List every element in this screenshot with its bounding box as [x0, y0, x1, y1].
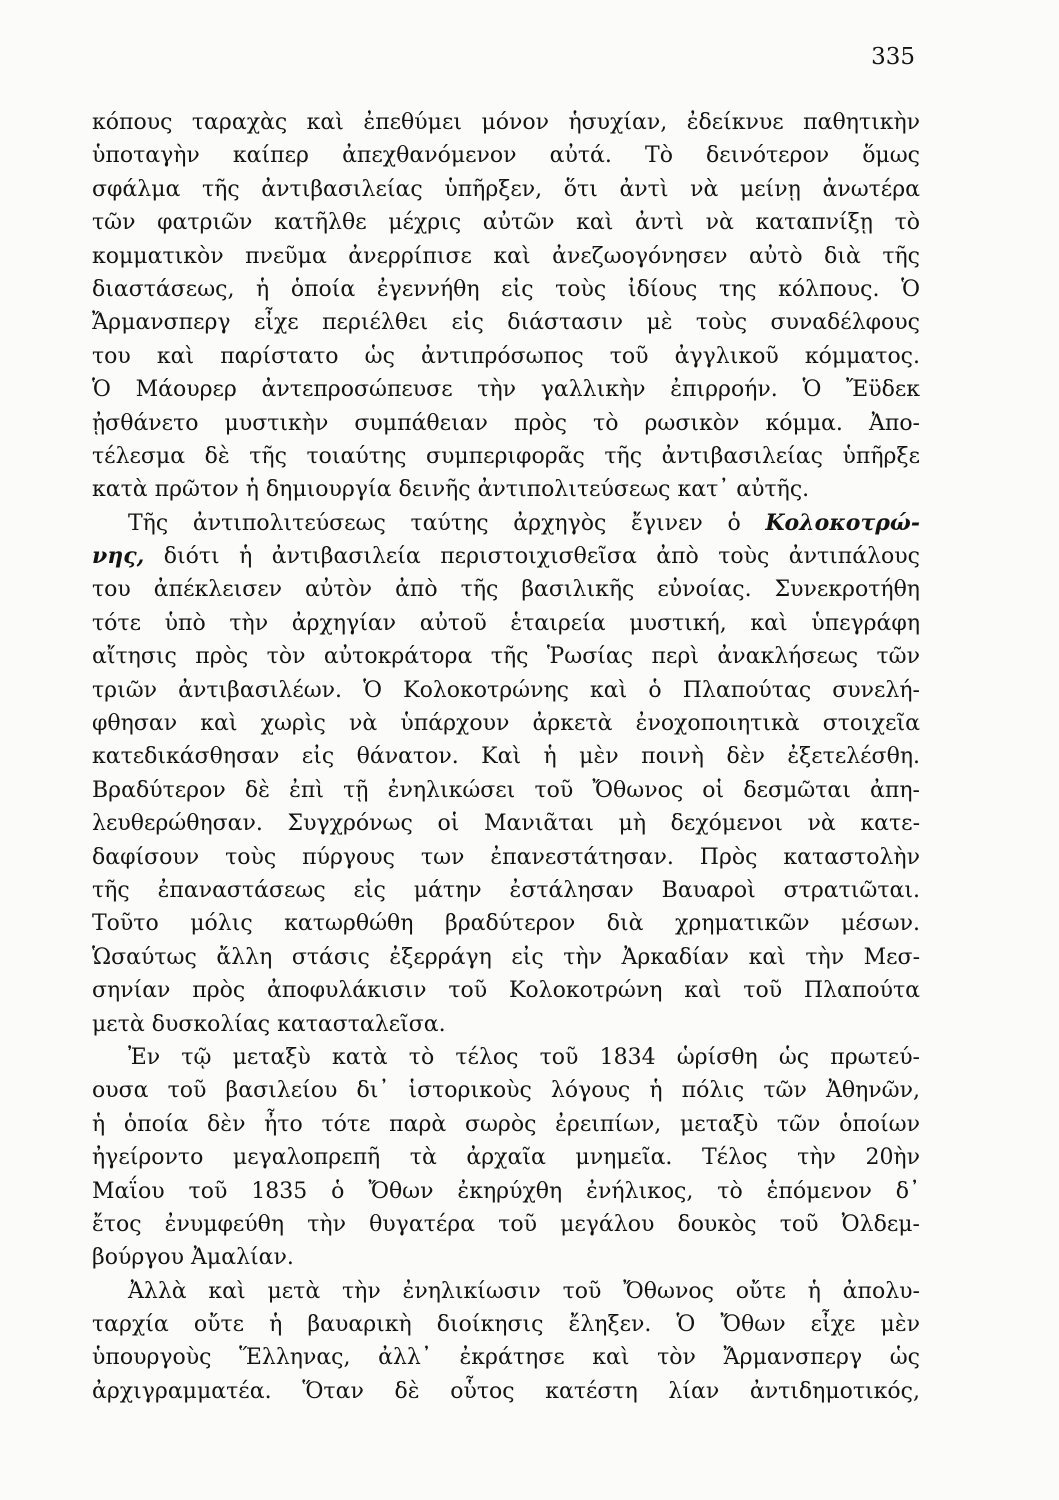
line-text: ἡ ὁποία δὲν ἦτο τότε παρὰ σωρὸς ἐρειπίων, μεταξὺ τῶν ὁποίων — [92, 1111, 920, 1137]
line-text: κομματικὸν πνεῦμα ἀνερρίπισε καὶ ἀνεζωογόνησεν αὐτὸ διὰ τῆς — [92, 243, 920, 269]
line-text: μετὰ δυσκολίας κατασταλεῖσα. — [92, 1011, 446, 1037]
line-text: του ἀπέκλεισεν αὐτὸν ἀπὸ τῆς βασιλικῆς εὐνοίας. Συνεκροτήθη — [92, 577, 920, 603]
text-line — [92, 674, 920, 707]
text-line — [92, 206, 920, 239]
text-line — [92, 139, 920, 172]
text-line — [92, 240, 920, 273]
text-line — [92, 173, 920, 206]
text-line — [92, 340, 920, 373]
text-line — [92, 273, 920, 306]
text-line — [92, 841, 920, 874]
text-line — [92, 1041, 920, 1074]
line-text: δαφίσουν τοὺς πύργους των ἐπανεστάτησαν. Πρὸς καταστολὴν — [92, 844, 920, 870]
line-text: Τῆς ἀντιπολιτεύσεως ταύτης ἀρχηγὸς ἔγινεν ὁ — [128, 510, 741, 536]
text-line — [92, 941, 920, 974]
text-line — [92, 306, 920, 339]
line-text: τῆς ἐπαναστάσεως εἰς μάτην ἐστάλησαν Βαυαροὶ στρατιῶται. — [92, 877, 920, 903]
line-text: τριῶν ἀντιβασιλέων. Ὁ Κολοκοτρώνης καὶ ὁ Πλαπούτας συνελή- — [92, 677, 920, 703]
line-text: ὑπουργοὺς Ἕλληνας, ἀλλ᾽ ἐκράτησε καὶ τὸν Ἄρμανσπεργ ὡς — [92, 1345, 920, 1371]
line-text: κατεδικάσθησαν εἰς θάνατον. Καὶ ἡ μὲν ποινὴ δὲν ἐξετελέσθη. — [92, 744, 920, 770]
line-text: Ἀλλὰ καὶ μετὰ τὴν ἐνηλικίωσιν τοῦ Ὄθωνος οὔτε ἡ ἀπολυ- — [128, 1278, 920, 1304]
text-line — [92, 707, 920, 740]
line-text: Τοῦτο μόλις κατωρθώθη βραδύτερον διὰ χρηματικῶν μέσων. — [92, 911, 920, 937]
text-line — [92, 1241, 920, 1274]
line-text: ἠγείροντο μεγαλοπρεπῆ τὰ ἀρχαῖα μνημεῖα. Τέλος τὴν 20ὴν — [92, 1145, 920, 1171]
text-line — [92, 807, 920, 840]
text-line — [92, 740, 920, 773]
line-text: ἀρχιγραμματέα. Ὅταν δὲ οὗτος κατέστη λίαν ἀντιδημοτικός, — [92, 1378, 920, 1404]
text-line — [92, 106, 920, 139]
line-text: ουσα τοῦ βασιλείου δι᾽ ἱστορικοὺς λόγους ἡ πόλις τῶν Ἀθηνῶν, — [92, 1078, 920, 1104]
line-text: ὑποταγὴν καίπερ ἀπεχθανόμενον αὐτά. Τὸ δεινότερον ὅμως — [92, 143, 920, 169]
text-line — [92, 1308, 920, 1341]
line-text: Μαΐου τοῦ 1835 ὁ Ὄθων ἐκηρύχθη ἐνήλικος, τὸ ἑπόμενον δ᾽ — [92, 1178, 920, 1204]
line-text: διότι ἡ ἀντιβασιλεία περιστοιχισθεῖσα ἀπὸ τοὺς ἀντιπάλους — [144, 544, 920, 570]
text-line — [92, 473, 920, 506]
line-text: διαστάσεως, ἡ ὁποία ἐγεννήθη εἰς τοὺς ἰδίους της κόλπους. Ὁ — [92, 276, 920, 302]
text-line — [92, 874, 920, 907]
text-line — [92, 1208, 920, 1241]
text-line — [92, 373, 920, 406]
line-text: σφάλμα τῆς ἀντιβασιλείας ὑπῆρξεν, ὅτι ἀντὶ νὰ μείνῃ ἀνωτέρα — [92, 176, 920, 202]
text-line — [92, 1375, 920, 1408]
text-line — [92, 1341, 920, 1374]
text-line — [92, 540, 920, 573]
text-line — [92, 974, 920, 1007]
line-text: Ὡσαύτως ἄλλη στάσις ἐξερράγη εἰς τὴν Ἀρκαδίαν καὶ τὴν Μεσ- — [92, 944, 920, 970]
emphasized-name: νης, — [92, 543, 145, 570]
line-text: τότε ὑπὸ τὴν ἀρχηγίαν αὐτοῦ ἑταιρεία μυστική, καὶ ὑπεγράφη — [92, 610, 920, 636]
text-line — [92, 440, 920, 473]
text-line — [92, 1074, 920, 1107]
line-text: Ἄρμανσπεργ εἶχε περιέλθει εἰς διάστασιν μὲ τοὺς συναδέλφους — [92, 310, 920, 336]
line-text: λευθερώθησαν. Συγχρόνως οἱ Μανιᾶται μὴ δεχόμενοι νὰ κατε- — [92, 811, 920, 837]
text-line — [92, 407, 920, 440]
text-line — [92, 607, 920, 640]
text-line — [92, 774, 920, 807]
line-text: φθησαν καὶ χωρὶς νὰ ὑπάρχουν ἀρκετὰ ἐνοχοποιητικὰ στοιχεῖα — [92, 711, 920, 737]
line-text: κόπους ταραχὰς καὶ ἐπεθύμει μόνον ἡσυχίαν, ἐδείκνυε παθητικὴν — [92, 110, 920, 135]
text-line — [92, 907, 920, 940]
line-text: τέλεσμα δὲ τῆς τοιαύτης συμπεριφορᾶς τῆς ἀντιβασιλείας ὑπῆρξε — [92, 443, 920, 469]
page-number: 335 — [871, 44, 915, 70]
line-text: Ὁ Μάουρερ ἀντεπροσώπευσε τὴν γαλλικὴν ἐπιρροήν. Ὁ Ἔϋδεκ — [92, 377, 920, 403]
body-text — [92, 106, 920, 1408]
line-text: τῶν φατριῶν κατῆλθε μέχρις αὐτῶν καὶ ἀντὶ νὰ καταπνίξῃ τὸ — [92, 210, 920, 236]
line-text: ᾐσθάνετο μυστικὴν συμπάθειαν πρὸς τὸ ρωσικὸν κόμμα. Ἀπο- — [92, 410, 920, 436]
line-text: Ἐν τῷ μεταξὺ κατὰ τὸ τέλος τοῦ 1834 ὡρίσθη ὡς πρωτεύ- — [128, 1044, 920, 1070]
text-line — [92, 1108, 920, 1141]
emphasized-name: Κολοκοτρώ- — [765, 509, 920, 536]
line-text: ἔτος ἐνυμφεύθη τὴν θυγατέρα τοῦ μεγάλου δουκὸς τοῦ Ὀλδεμ- — [92, 1211, 920, 1237]
line-text: αἴτησις πρὸς τὸν αὐτοκράτορα τῆς Ῥωσίας περὶ ἀνακλήσεως τῶν — [92, 644, 920, 670]
text-line — [92, 1141, 920, 1174]
text-line — [92, 573, 920, 606]
text-line — [92, 640, 920, 673]
line-text: κατὰ πρῶτον ἡ δημιουργία δεινῆς ἀντιπολιτεύσεως κατ᾽ αὐτῆς. — [92, 477, 810, 503]
line-text: σηνίαν πρὸς ἀποφυλάκισιν τοῦ Κολοκοτρώνη καὶ τοῦ Πλαπούτα — [92, 978, 920, 1004]
text-line — [92, 507, 920, 540]
text-line — [92, 1275, 920, 1308]
line-text: ταρχία οὔτε ἡ βαυαρικὴ διοίκησις ἔληξεν. Ὁ Ὄθων εἶχε μὲν — [92, 1312, 920, 1338]
line-text: βούργου Ἀμαλίαν. — [92, 1245, 294, 1271]
line-text: Βραδύτερον δὲ ἐπὶ τῇ ἐνηλικώσει τοῦ Ὄθωνος οἱ δεσμῶται ἀπη- — [92, 777, 920, 803]
text-line — [92, 1175, 920, 1208]
text-line — [92, 1008, 920, 1041]
line-text: του καὶ παρίστατο ὡς ἀντιπρόσωπος τοῦ ἀγγλικοῦ κόμματος. — [92, 343, 920, 369]
